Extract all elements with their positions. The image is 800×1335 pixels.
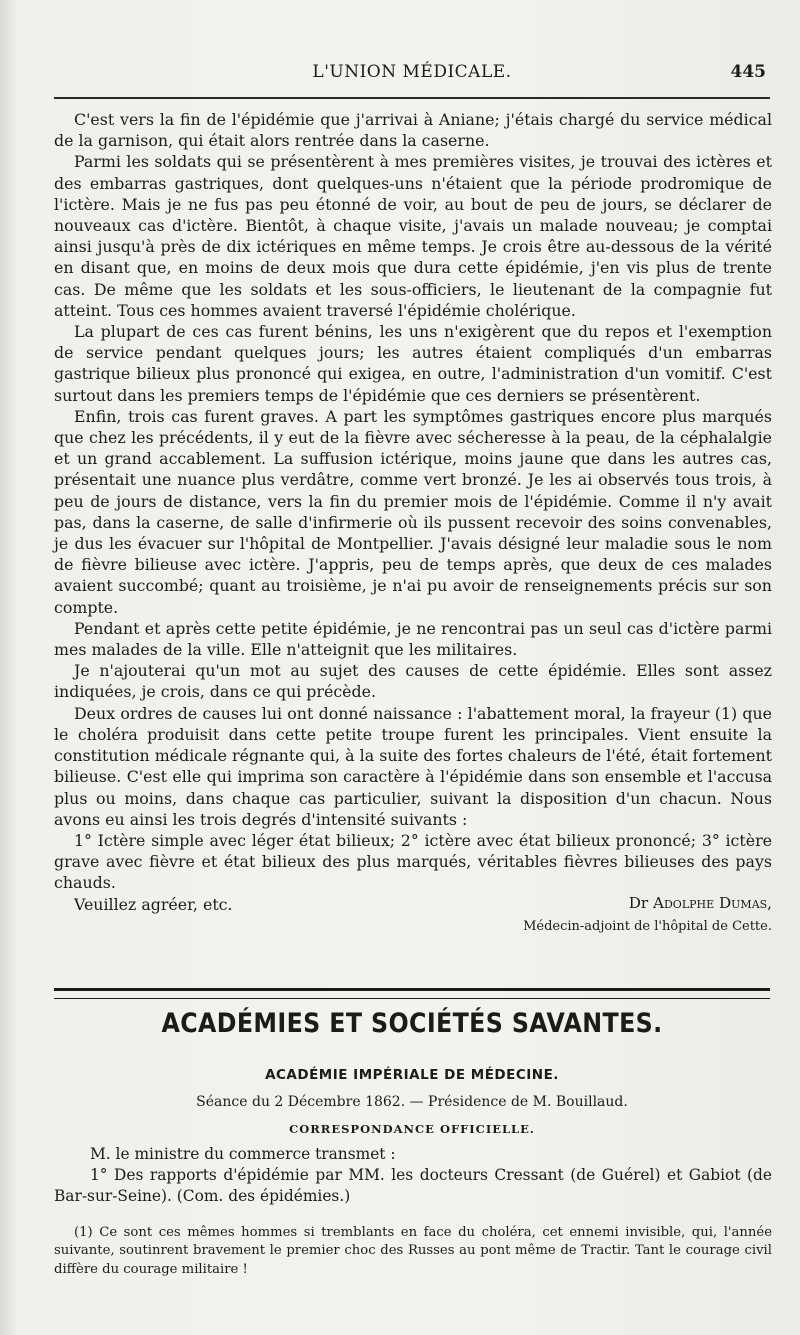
- footnote-text: (1) Ce sont ces mêmes hommes si tremblants en face du choléra, cet ennemi invisible, qui, l'année suivante, soutinrent bravement le premier choc des Russes au pont même de Tractir. Tant le courage civil diffère du courage militaire !: [54, 1225, 772, 1277]
- paragraph: Enfin, trois cas furent graves. A part les symptômes gastriques encore plus marqués que chez les précédents, il y eut de la fièvre avec sécheresse à la peau, de la céphalalgie et un grand accablement. La suffusion ictérique, moins jaune que dans les autres cas, présentait une nuance plus verdâtre, comme vert bronzé. Je les ai observés tous trois, à peu de jours de distance, vers la fin du premier mois de l'épidémie. Comme il n'y avait pas, dans la caserne, de salle d'infirmerie où ils pussent recevoir des soins convenables, je dus les évacuer sur l'hôpital de Montpellier. J'avais désigné leur maladie sous le nom de fièvre bilieuse avec ictère. J'appris, peu de temps après, que deux de ces malades avaient succombé; quant au troisième, je n'ai pu avoir de renseignements précis sur son compte.: [54, 406, 772, 617]
- signature-name: Adolphe Dumas,: [653, 893, 772, 912]
- footnote: [54, 1224, 772, 1279]
- closing-line: [54, 894, 772, 915]
- correspondence-item: 1° Des rapports d'épidémie par MM. les docteurs Cressant (de Guérel) et Gabiot (de Bar-sur-Seine). (Com. des épidémies.): [54, 1166, 772, 1205]
- signature-role: Médecin-adjoint de l'hôpital de Cette.: [523, 918, 772, 934]
- section-title: ACADÉMIES ET SOCIÉTÉS SAVANTES.: [161, 1008, 663, 1039]
- paragraph: Parmi les soldats qui se présentèrent à mes premières visites, je trouvai des ictères et des embarras gastriques, dont quelques-uns n'étaient que la période prodromique de l'ictère. Mais je ne fus pas peu étonné de voir, au bout de peu de jours, se déclarer de nouveaux cas d'ictère. Bientôt, à chaque visite, j'avais un malade nouveau; je comptai ainsi jusqu'à près de dix ictériques en même temps. Je crois être au-dessous de la vérité en disant que, en moins de deux mois que dura cette épidémie, j'en vis plus de trente cas. De même que les soldats et les sous-officiers, le lieutenant de la compagnie fut atteint. Tous ces hommes avaient traversé l'épidémie cholérique.: [54, 152, 772, 320]
- paragraph: 1° Ictère simple avec léger état bilieux; 2° ictère avec état bilieux prononcé; 3° ictère grave avec fièvre et état bilieux des plus marqués, véritables fièvres bilieuses des pays chauds.: [54, 830, 772, 893]
- academy-heading: ACADÉMIE IMPÉRIALE DE MÉDECINE.: [265, 1067, 559, 1083]
- minister-line: M. le ministre du commerce transmet :: [90, 1145, 396, 1163]
- header-rule: [54, 97, 770, 99]
- letter-body: [54, 109, 772, 937]
- paragraph: C'est vers la fin de l'épidémie que j'arrivai à Aniane; j'étais chargé du service médical de la garnison, qui était alors rentrée dans la caserne.: [54, 110, 772, 151]
- paragraph: La plupart de ces cas furent bénins, les uns n'exigèrent que du repos et l'exemption de service pendant quelques jours; les autres étaient compliqués d'un embarras gastrique bilieux plus prononcé qui exigea, en outre, l'administration d'un vomitif. C'est surtout dans les premiers temps de l'épidémie que ces derniers se présentèrent.: [54, 322, 772, 405]
- section-separator: [54, 988, 770, 999]
- correspondence-body: [54, 1144, 772, 1207]
- page-header: [54, 62, 770, 86]
- page-number: 445: [730, 62, 766, 82]
- paragraph: Je n'ajouterai qu'un mot au sujet des causes de cette épidémie. Elles sont assez indiquées, je crois, dans ce qui précède.: [54, 661, 772, 702]
- paragraph: Pendant et après cette petite épidémie, je ne rencontrai pas un seul cas d'ictère parmi mes malades de la ville. Elle n'atteignit que les militaires.: [54, 618, 772, 660]
- correspondence-heading: CORRESPONDANCE OFFICIELLE.: [289, 1122, 535, 1136]
- paragraph: Deux ordres de causes lui ont donné naissance : l'abattement moral, la frayeur (1) que le choléra produisit dans cette petite troupe furent les principales. Vient ensuite la constitution médicale régnante qui, à la suite des fortes chaleurs de l'été, était fortement bilieuse. C'est elle qui imprima son caractère à l'épidémie dans son ensemble et l'accusa plus ou moins, dans chaque cas particulier, suivant la disposition d'un chacun. Nous avons eu ainsi les trois degrés d'intensité suivants :: [54, 703, 772, 829]
- session-line: Séance du 2 Décembre 1862. — Présidence de M. Bouillaud.: [196, 1094, 628, 1110]
- closing-formula: Veuillez agréer, etc.: [74, 894, 233, 914]
- signature: [629, 894, 772, 915]
- running-title: L'UNION MÉDICALE.: [312, 62, 512, 82]
- signature-title: Dr: [628, 893, 649, 912]
